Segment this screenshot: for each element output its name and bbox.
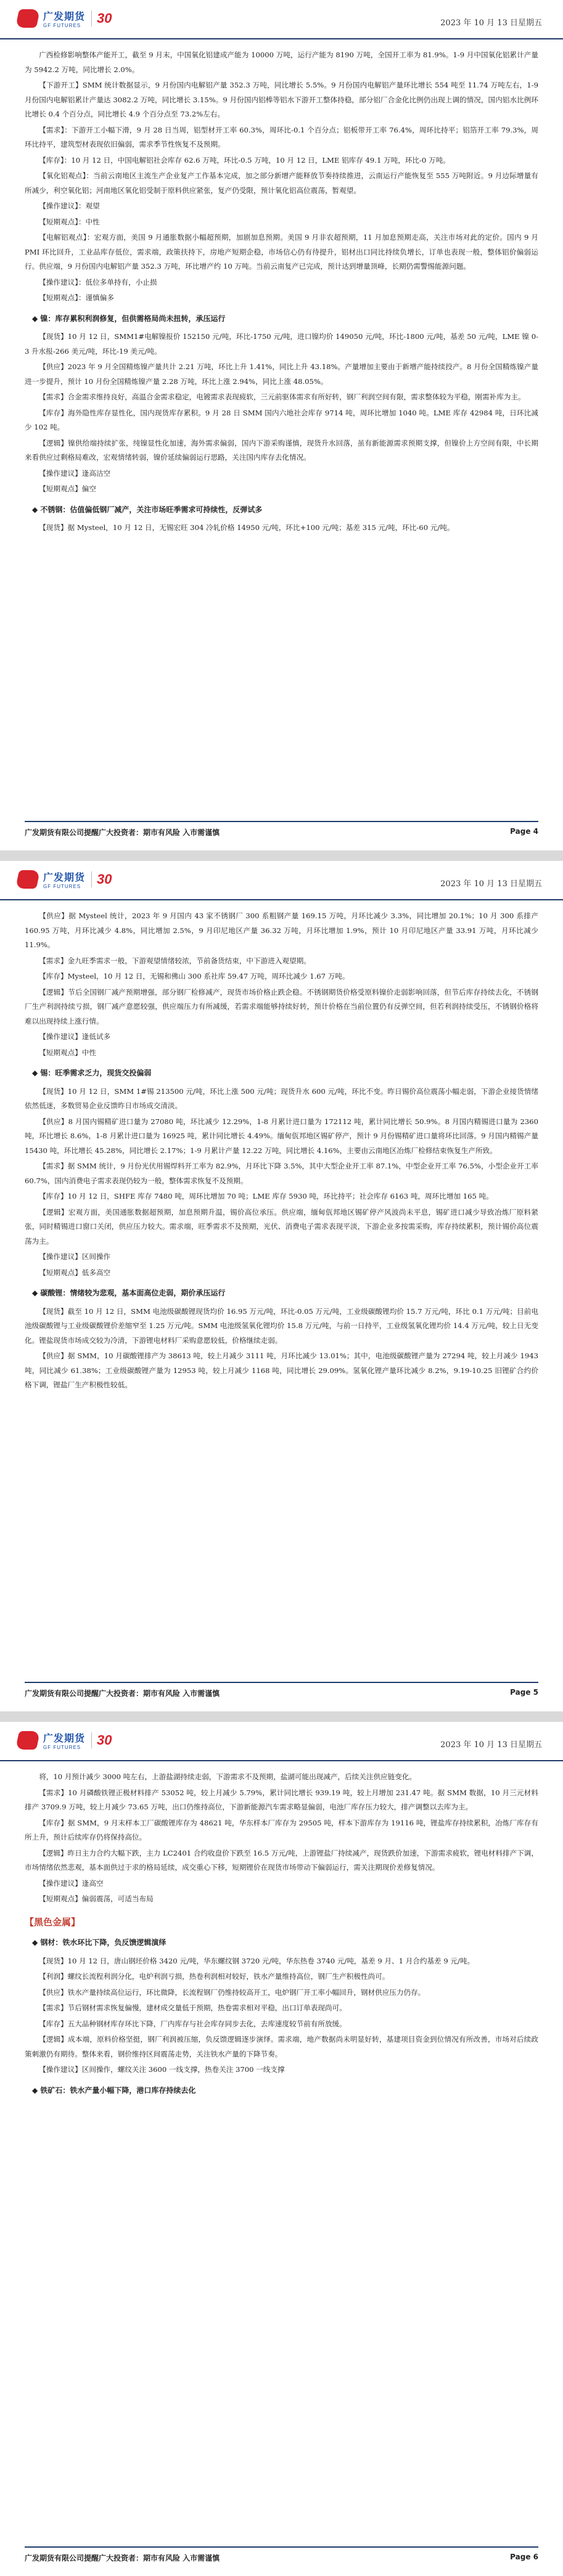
paragraph: 【库存】：10 月 12 日，中国电解铝社会库存 62.6 万吨，环比-0.5 万吨，10 月 12 日，LME 铝库存 49.1 万吨，环比-0 万吨。 bbox=[39, 155, 450, 165]
paragraph: 【现货】据 Mysteel，10 月 12 日，无锡宏旺 304 冷轧价格 14950 元/吨，环比+100 元/吨；基差 315 元/吨，环比-60 元/吨。 bbox=[39, 523, 454, 532]
page-body bbox=[25, 1770, 538, 2101]
section-heading: ◆ 铁矿石：铁水产量小幅下降，港口库存持续去化 bbox=[32, 2085, 196, 2095]
section-heading: ◆ 锡：旺季需求乏力，现货交投偏弱 bbox=[32, 1069, 152, 1077]
brand-name: 广发期货 bbox=[43, 871, 86, 883]
recommendation-line: 【操作建议】：观望 bbox=[39, 202, 100, 210]
page-number: Page 4 bbox=[510, 827, 538, 836]
paragraph: 【库存】五大品种钢材库存环比下降，厂内库存与社会库存同步去化，去库速度较节前有所放缓。 bbox=[39, 2019, 347, 2028]
recommendation-line: 【短期观点】低多高空 bbox=[39, 1268, 111, 1277]
paragraph: 【需求】10 月磷酸铁锂正极材料排产 53052 吨，较上月减少 5.79%，累计同比增长 939.19 吨，较上月增加 231.47 吨。据 SMM 数据，10 月三元材料排产 3709.9 万吨，较上月减少 73.65 万吨，出口仍维持高位，下游新能源汽车需求略显偏弱，电池厂库存压力较大，排产调整以去库为主。 bbox=[25, 1788, 538, 1811]
recommendation-line: 【操作建议】区间操作 bbox=[39, 1252, 111, 1261]
brand-logo bbox=[17, 1730, 112, 1750]
recommendation-line: 【短期观点】：中性 bbox=[39, 217, 100, 226]
logo-mark-icon bbox=[15, 870, 40, 889]
report-date: 2023 年 10 月 13 日星期五 bbox=[440, 1740, 542, 1750]
brand-logo bbox=[17, 9, 112, 28]
paragraph: 【库存】据 SMM，9 月末样本工厂碳酸锂库存为 48621 吨，华东样本厂库存为 29505 吨，样本下游库存为 19116 吨，锂盐库存持续累积，冶炼厂库存有所上升，预计后续库存仍将保持高位。 bbox=[25, 1818, 538, 1841]
recommendation-line: 【操作建议】逢高空 bbox=[39, 1878, 104, 1888]
paragraph: 【供应】据 Mysteel 统计，2023 年 9 月国内 43 家不锈钢厂 300 系粗钢产量 169.15 万吨，月环比减少 3.3%，同比增加 20.1%；10 月 300 系排产 160.95 万吨，月环比减少 4.8%，同比增加 2.5%，9 月印尼地区产量 36.32 万吨，月环比增加 1.9%，预计 10 月印尼地区产量 33.91 万吨，月环比减少 11.9%。 bbox=[25, 911, 538, 949]
recommendation-line: 【操作建议】逢低试多 bbox=[39, 1032, 111, 1041]
paragraph: 【库存】Mysteel，10 月 12 日，无锡和佛山 300 系社库 59.47 万吨，周环比减少 1.67 万吨。 bbox=[39, 972, 350, 980]
page-header bbox=[0, 1722, 563, 1761]
anniversary-badge: 30 bbox=[91, 10, 112, 26]
paragraph: 【逻辑】节后全国钢厂减产预期增强，部分钢厂检修减产，现货市场价格止跌企稳。不锈钢期货价格受原料镍价走弱影响回落，但节后库存持续去化，不锈钢厂生产利润持续亏损，钢厂减产意愿较强，供应端压力有所减缓，若需求端能够持续好转，预计价格在当前位置仍有反弹空间，但若利润持续受压，不锈钢价格将难以出现持续上涨行情。 bbox=[25, 987, 538, 1025]
section-heading: ◆ 钢材：铁水环比下降，负反馈逻辑演绎 bbox=[32, 1938, 166, 1947]
report-date: 2023 年 10 月 13 日星期五 bbox=[440, 18, 542, 28]
section-heading: ◆ 镍：库存累积利润修复，但供需格局尚未扭转，承压运行 bbox=[32, 314, 226, 323]
paragraph: 【库存】海外隐性库存显性化，国内现货库存累积。9 月 28 日 SMM 国内六地社会库存 9714 吨，周环比增加 1040 吨。LME 库存 42984 吨，日环比减少 102 吨。 bbox=[25, 408, 538, 431]
page-footer bbox=[25, 2546, 538, 2565]
paragraph: 【库存】10 月 12 日，SHFE 库存 7480 吨，周环比增加 70 吨；LME 库存 5930 吨，环比持平；社会库存 6163 吨，周环比增加 165 吨。 bbox=[39, 1192, 493, 1200]
page-footer bbox=[25, 821, 538, 839]
paragraph: 广西检修影响整体产能开工，截至 9 月末，中国氧化铝建成产能为 10000 万吨，运行产能为 8190 万吨，全国开工率为 81.9%。1-9 月中国氧化铝累计产量为 5942.2 万吨，同比增长 2.0%。 bbox=[25, 51, 538, 74]
paragraph: 【供应】2023 年 9 月全国精炼镍产量共计 2.21 万吨，环比上升 1.41%，同比上升 43.18%。产量增加主要由于新增产能持续投产。8 月份全国精炼镍产量进一步提升，预计 10 月份全国精炼镍产量 2.28 万吨，环比上涨 2.94%，同比上涨 48.05%。 bbox=[25, 362, 538, 386]
brand-name-en: GF FUTURES bbox=[43, 884, 81, 889]
paragraph: 【供应】8 月国内锡精矿进口量为 27080 吨，环比减少 12.29%，1-8 月累计进口量为 172112 吨，累计同比增长 50.9%。8 月国内精锡进口量为 2360 吨，环比增长 8.6%，1-8 月累计进口量为 16925 吨，累计同比增长 4.49%。缅甸佤邦地区锡矿停产，预计 9 月份锡精矿进口量将环比回落。9 月国内精锡产量 15430 吨，环比增长 45.28%，同比增长 2.17%；1-9 月累计产量 12.22 万吨，同比增长 4.16%，主要由云南地区冶炼厂检修结束恢复生产所致。 bbox=[25, 1117, 538, 1155]
paragraph: 【利润】螺纹长流程利润分化，电炉利润亏损，热卷利润相对较好，铁水产量维持高位，钢厂生产积极性尚可。 bbox=[39, 1972, 390, 1981]
category-heading: 【黑色金属】 bbox=[25, 1916, 81, 1928]
page-body bbox=[25, 909, 538, 1394]
brand-name-en: GF FUTURES bbox=[43, 1745, 81, 1750]
paragraph: 【逻辑】昨日主力合约大幅下跌，主力 LC2401 合约收盘价下跌至 16.5 万元/吨，上游锂盐厂持续减产，现货跌价加速，下游需求疲软，锂电材料排产下调，市场情绪依然悲观，基本面供过于求的格局延续，成交重心下移，短期锂价在现货市场带动下偏弱运行，需关注期现价差修复情况。 bbox=[25, 1848, 538, 1872]
page-header bbox=[0, 861, 563, 900]
recommendation-line: 【操作建议】：低位多单持有，小止损 bbox=[39, 277, 157, 287]
brand-name: 广发期货 bbox=[43, 10, 86, 22]
page-number: Page 5 bbox=[510, 1688, 538, 1697]
page-footer bbox=[25, 1682, 538, 1700]
logo-mark-icon bbox=[15, 1731, 40, 1750]
footer-disclaimer: 广发期货有限公司提醒广大投资者：期市有风险 入市需谨慎 bbox=[25, 1689, 220, 1698]
anniversary-badge: 30 bbox=[91, 1732, 112, 1748]
recommendation-line: 【操作建议】区间操作，螺纹关注 3600 一线支撑，热卷关注 3700 一线支撑 bbox=[39, 2065, 285, 2074]
paragraph: 【逻辑】成本端，原料价格坚挺，钢厂利润被压缩，负反馈逻辑逐步演绎。需求端，地产数据尚未明显好转，基建项目资金到位情况有所改善，市场对后续政策刺激仍有期待。整体来看，钢价维持区间震荡走势，关注铁水产量的下降节奏。 bbox=[25, 2035, 538, 2058]
recommendation-line: 【短期观点】偏空 bbox=[39, 484, 96, 493]
paragraph: 【供应】据 SMM，10 月碳酸锂排产为 38613 吨，较上月减少 3111 吨，月环比减少 13.01%；其中，电池级碳酸锂产量为 27294 吨，较上月减少 1943 吨，同比减少 61.38%；工业级碳酸锂产量为 12953 吨，较上月减少 1168 吨，同比增长 29.09%。氢氧化锂产量环比减少 8.2%，9.19-10.25 旧锂矿合约价格下调，锂盐厂生产积极性较低。 bbox=[25, 1351, 538, 1389]
anniversary-badge: 30 bbox=[91, 871, 112, 887]
paragraph: 【逻辑】镍供给端持续扩张，纯镍显性化加速，海外需求偏弱，国内下游采购谨慎，现货升水回落，虽有新能源需求预期支撑，但镍价上方空间有限，中长期来看供应过剩格局难改，宏观情绪转弱，镍价延续偏弱运行思路，关注国内库存去化情况。 bbox=[25, 438, 538, 462]
recommendation-line: 【短期观点】偏弱震荡，可适当布局 bbox=[39, 1894, 154, 1903]
report-page-3 bbox=[0, 1722, 563, 2576]
paragraph: 【需求】合金需求维持良好，高温合金需求稳定，电镀需求表现疲软，三元前驱体需求有所好转，钢厂利润空间有限，需求整体较为平稳，刚需补库为主。 bbox=[39, 393, 525, 401]
paragraph: 【逻辑】宏观方面，美国通胀数据超预期，加息预期升温，锡价高位承压。供应端，缅甸佤邦地区锡矿停产风波尚未平息，锡矿进口减少导致冶炼厂原料紧张，同时精锡进口窗口关闭，供应压力较大。需求端，旺季需求不及预期，光伏、消费电子需求表现平淡，下游企业多按需采购，库存持续累积，预计锡价高位震荡为主。 bbox=[25, 1207, 538, 1245]
paragraph: 【氧化铝观点】：当前云南地区主流生产企业复产工作基本完成，加之部分新增产能释放节奏持续推进，云南运行产能恢复至 555 万吨附近。9 月边际增量有所减少，利空氧化铝；河南地区氧化铝受制于原料供应紧张，复产仍受限，预计氧化铝高位震荡，暂观望。 bbox=[25, 171, 538, 195]
section-heading: ◆ 不锈钢：估值偏低钢厂减产，关注市场旺季需求可持续性，反弹试多 bbox=[32, 505, 263, 514]
brand-name-en: GF FUTURES bbox=[43, 23, 81, 28]
paragraph: 【需求】：下游开工小幅下滑，9 月 28 日当周，铝型材开工率 60.3%，周环比-0.1 个百分点；铝板带开工率 76.4%，周环比持平；铝箔开工率 79.3%，周环比持平，建筑型材表现依旧偏弱，需求季节性恢复不及预期。 bbox=[25, 125, 538, 149]
paragraph: 【下游开工】SMM 统计数据显示，9 月份国内电解铝产量 352.3 万吨，同比增长 5.5%。9 月份国内电解铝产量环比增长 554 吨至 11.74 万吨左右，1-9 月份国内电解铝累计产量达 3082.2 万吨，同比增长 3.15%。9 月份国内铝棒等铝水下游开工整体持稳，部分铝厂合金化比例仍出现上调的情况，国内铝水比例环比增长 0.4 个百分点，同比增长 4.9 个百分点至 73.2%左右。 bbox=[25, 81, 538, 118]
paragraph: 【现货】10 月 12 日，唐山钢坯价格 3420 元/吨，华东螺纹钢 3720 元/吨，华东热卷 3740 元/吨，基差 9 月、1 月合约基差 9 元/吨。 bbox=[39, 1956, 475, 1965]
footer-disclaimer: 广发期货有限公司提醒广大投资者：期市有风险 入市需谨慎 bbox=[25, 2554, 220, 2562]
paragraph: 【需求】据 SMM 统计，9 月份光伏用锡焊料开工率为 82.9%，月环比下降 3.5%，其中大型企业开工率 87.1%，中型企业开工率 76.5%，小型企业开工率 60.7%，国内消费电子需求表现仍较为一般，整体需求恢复不及预期。 bbox=[25, 1162, 538, 1185]
paragraph: 【现货】10 月 12 日，SMM1#电解镍报价 152150 元/吨，环比-1750 元/吨，进口镍均价 149050 元/吨，环比-1800 元/吨，基差 50 元/吨，LME 镍 0-3 升水报-266 美元/吨，环比-19 美元/吨。 bbox=[25, 332, 538, 356]
brand-name: 广发期货 bbox=[43, 1732, 86, 1744]
page-body bbox=[25, 48, 538, 537]
report-date: 2023 年 10 月 13 日星期五 bbox=[440, 879, 542, 889]
section-heading: ◆ 碳酸锂：情绪较为悲观，基本面高位走弱，期价承压运行 bbox=[32, 1289, 226, 1297]
paragraph: 【电解铝观点】：宏观方面，美国 9 月通胀数据小幅超预期，加剧加息预期。美国 9 月非农超预期，11 月加息预期走高，关注市场对此的定价。国内 9 月 PMI 环比回升，工业品库存低位，需求端，政策扶持下，房地产短期企稳，市场信心仍有待提升，铝材出口同比持续负增长，订单也表现一般，整体铝价偏弱运行。供应端，9 月份国内电解铝产量 352.3 万吨，环比增产约 10 万吨。当前云南复产已完成，预计达到增量顶峰，长期仍需警惕能源问题。 bbox=[25, 233, 538, 271]
paragraph: 【需求】金九旺季需求一般，下游观望情绪较浓，节前备货结束，中下游进入观望期。 bbox=[39, 956, 311, 965]
brand-logo bbox=[17, 870, 112, 889]
logo-mark-icon bbox=[15, 9, 40, 28]
report-page-2 bbox=[0, 861, 563, 1711]
recommendation-line: 【操作建议】逢高沽空 bbox=[39, 468, 111, 478]
paragraph: 【现货】10 月 12 日，SMM 1#锡 213500 元/吨，环比上涨 500 元/吨；现货升水 600 元/吨，环比不变。昨日锡价高位震荡小幅走弱，下游企业接货情绪依然低迷，多数贸易企业反馈昨日市场成交清淡。 bbox=[25, 1086, 538, 1110]
footer-disclaimer: 广发期货有限公司提醒广大投资者：期市有风险 入市需谨慎 bbox=[25, 828, 220, 837]
paragraph: 【供应】铁水产量持续高位运行，环比微降，长流程钢厂仍维持较高开工，电炉钢厂开工率小幅回升，钢材供应压力仍存。 bbox=[39, 1987, 425, 1997]
paragraph: 【现货】截至 10 月 12 日，SMM 电池级碳酸锂现货均价 16.95 万元/吨，环比-0.05 万元/吨，工业级碳酸锂均价 15.7 万元/吨，环比 0.1 万元/吨；目前电池级碳酸锂与工业级碳酸锂价差缩窄至 1.25 万元/吨。SMM 电池级氢氧化锂均价 15.8 万元/吨，与前一日持平，工业级氢氧化锂均价 14.4 万元/吨，较上日无变化。锂盐现货市场成交较为冷清，下游锂电材料厂采购意愿较低，价格继续走弱。 bbox=[25, 1306, 538, 1345]
page-number: Page 6 bbox=[510, 2553, 538, 2561]
paragraph: 【需求】节后钢材需求恢复偏慢，建材成交量低于预期，热卷需求相对平稳，出口订单表现尚可。 bbox=[39, 2003, 347, 2012]
recommendation-line: 【短期观点】中性 bbox=[39, 1048, 96, 1057]
report-page-1 bbox=[0, 0, 563, 850]
recommendation-line: 【短期观点】：谨慎偏多 bbox=[39, 293, 114, 302]
paragraph: 将，10 月预计减少 3000 吨左右，上游盐湖持续走弱，下游需求不及预期，盐湖可能出现减产，后续关注供应链变化。 bbox=[39, 1772, 417, 1781]
page-header bbox=[0, 0, 563, 39]
